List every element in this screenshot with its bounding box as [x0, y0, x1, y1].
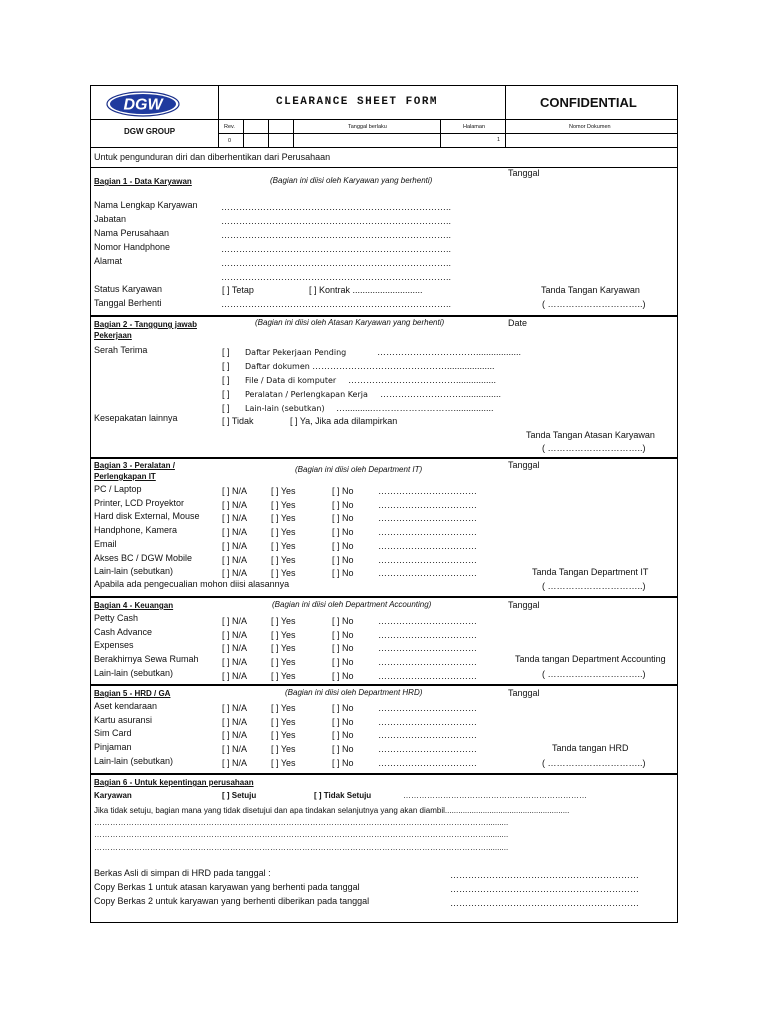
na-checkbox[interactable]: [ ] N/A: [222, 527, 248, 538]
yes-checkbox[interactable]: [ ] Yes: [271, 757, 296, 768]
checkbox: [ ]: [222, 389, 230, 399]
yes-checkbox[interactable]: [ ] Yes: [271, 629, 296, 640]
form-title: CLEARANCE SHEET FORM: [276, 96, 439, 108]
no-checkbox[interactable]: [ ] No: [332, 499, 354, 510]
item-notes-blank[interactable]: ……………………………: [378, 616, 477, 626]
field-blank[interactable]: …………………………………………………………………..: [221, 258, 452, 268]
question-text: Jika tidak setuju, bagian mana yang tidak disetujui dan apa tindakan selanjutnya yang akan diambil: [94, 806, 445, 815]
na-checkbox[interactable]: [ ] N/A: [222, 730, 248, 741]
item-label: Expenses: [94, 640, 134, 651]
na-checkbox[interactable]: [ ] N/A: [222, 643, 248, 654]
berkas-blank[interactable]: ………………………………………………………: [450, 898, 639, 908]
serah-terima-label: Serah Terima: [94, 345, 148, 355]
section-2-sign-label: Tanda Tangan Atasan Karyawan: [526, 430, 655, 440]
checkbox: [ ]: [222, 361, 230, 371]
section-5-title: Bagian 5 - HRD / GA: [94, 689, 171, 698]
section-3-title-2: Perlengkapan IT: [94, 472, 156, 481]
field-blank[interactable]: …………………………………………………………………..: [221, 216, 452, 226]
answer-line[interactable]: …………………………………………………………………………………………………………………………………..........: [94, 830, 509, 839]
item-notes-blank[interactable]: ……………………………: [378, 757, 477, 768]
handover-blank: ………………………………................: [348, 375, 497, 385]
na-checkbox[interactable]: [ ] N/A: [222, 540, 248, 551]
yes-checkbox[interactable]: [ ] Yes: [271, 499, 296, 510]
item-label: Petty Cash: [94, 613, 139, 623]
item-notes-blank[interactable]: ……………………………: [378, 568, 477, 579]
yes-checkbox[interactable]: [ ] Yes: [271, 643, 296, 654]
no-checkbox[interactable]: [ ] No: [332, 554, 354, 565]
yes-checkbox[interactable]: [ ] Yes: [271, 616, 296, 626]
no-checkbox[interactable]: [ ] No: [332, 513, 354, 524]
section-1-sign-label: Tanda Tangan Karyawan: [541, 285, 640, 295]
no-checkbox[interactable]: [ ] No: [332, 540, 354, 551]
item-notes-blank[interactable]: ……………………………: [378, 744, 477, 755]
tanggal-berlaku-label: Tanggal berlaku: [348, 124, 387, 130]
section-5-note: (Bagian ini diisi oleh Department HRD): [285, 688, 423, 697]
company-logo: [106, 91, 180, 117]
item-notes-blank[interactable]: ……………………………: [378, 629, 477, 640]
item-label: Sim Card: [94, 728, 132, 739]
yes-checkbox[interactable]: [ ] Yes: [271, 744, 296, 755]
tidak-checkbox[interactable]: [ ] Tidak: [222, 416, 254, 426]
berkas-label: Berkas Asli di simpan di HRD pada tanggal :: [94, 868, 271, 878]
confidential-label: CONFIDENTIAL: [540, 95, 637, 110]
section-4-date-label: Tanggal: [508, 600, 540, 610]
na-checkbox[interactable]: [ ] N/A: [222, 513, 248, 524]
halaman-label: Halaman: [463, 124, 486, 130]
header-divider: [293, 119, 294, 147]
na-checkbox[interactable]: [ ] N/A: [222, 757, 248, 768]
no-checkbox[interactable]: [ ] No: [332, 568, 354, 579]
no-checkbox[interactable]: [ ] No: [332, 670, 354, 681]
item-notes-blank[interactable]: ……………………………: [378, 486, 477, 496]
status-label: Status Karyawan: [94, 284, 163, 294]
item-label: Lain-lain (sebutkan): [94, 566, 174, 577]
no-checkbox[interactable]: [ ] No: [332, 703, 354, 713]
field-blank[interactable]: …………………………………………………………………..: [221, 272, 452, 282]
na-checkbox[interactable]: [ ] N/A: [222, 568, 248, 579]
yes-checkbox[interactable]: [ ] Yes: [271, 670, 296, 681]
no-checkbox[interactable]: [ ] No: [332, 744, 354, 755]
yes-checkbox[interactable]: [ ] Yes: [271, 540, 296, 551]
section-2-note: (Bagian ini diisi oleh Atasan Karyawan yang berhenti): [255, 318, 445, 327]
header-divider: [218, 119, 678, 120]
handover-blank: ……………………………..................: [377, 347, 522, 357]
header-divider: [243, 119, 244, 147]
item-notes-blank[interactable]: ……………………………: [378, 554, 477, 565]
field-blank[interactable]: …………………………………………………………………..: [221, 244, 452, 254]
handover-item[interactable]: [222, 389, 501, 400]
no-checkbox[interactable]: [ ] No: [332, 616, 354, 626]
section-6-title: Bagian 6 - Untuk kepentingan perusahaan: [94, 778, 254, 787]
na-checkbox[interactable]: [ ] N/A: [222, 657, 248, 668]
no-checkbox[interactable]: [ ] No: [332, 730, 354, 741]
section-1-date-label: Tanggal: [508, 168, 540, 178]
na-checkbox[interactable]: [ ] N/A: [222, 486, 248, 496]
handover-label: File / Data di komputer: [245, 376, 337, 385]
question-blank: ........................................................: [444, 806, 570, 815]
handover-item[interactable]: [222, 375, 496, 386]
yes-checkbox[interactable]: [ ] Yes: [271, 568, 296, 579]
status-kontrak-checkbox[interactable]: [ ] Kontrak ............................: [309, 285, 423, 295]
handover-item[interactable]: [222, 403, 494, 414]
section-3-signature[interactable]: ( …………………………..): [542, 581, 646, 591]
item-notes-blank[interactable]: ……………………………: [378, 499, 477, 510]
handover-item[interactable]: [222, 361, 495, 372]
handover-label: Daftar Pekerjaan Pending: [245, 348, 347, 357]
header-divider: [218, 133, 678, 134]
halaman-value[interactable]: 1: [497, 137, 501, 143]
yes-checkbox[interactable]: [ ] Yes: [271, 486, 296, 496]
rev-label: Rev.: [224, 124, 235, 130]
no-checkbox[interactable]: [ ] No: [332, 716, 354, 727]
section-5-date-label: Tanggal: [508, 688, 540, 698]
item-label: Berakhirnya Sewa Rumah: [94, 654, 199, 665]
item-notes-blank[interactable]: ……………………………: [378, 540, 477, 551]
setuju-checkbox[interactable]: [ ] Setuju: [222, 791, 257, 800]
handover-blank: ………………………………………...................: [312, 361, 495, 371]
na-checkbox[interactable]: [ ] N/A: [222, 629, 248, 640]
item-notes-blank[interactable]: ……………………………: [378, 703, 477, 713]
item-notes-blank[interactable]: ……………………………: [378, 670, 477, 681]
section-4-sign-label: Tanda tangan Department Accounting: [515, 654, 666, 664]
item-label: Lain-lain (sebutkan): [94, 667, 174, 678]
yes-checkbox[interactable]: [ ] Yes: [271, 703, 296, 713]
item-label: Pinjaman: [94, 742, 132, 753]
header-divider: [218, 85, 219, 147]
handover-blank: ………………………................: [380, 389, 502, 399]
field-blank[interactable]: …………………………………………………………………..: [221, 202, 452, 212]
ya-checkbox[interactable]: [ ] Ya, Jika ada dilampirkan: [290, 416, 398, 426]
berkas-label: Copy Berkas 1 untuk atasan karyawan yang berhenti pada tanggal: [94, 882, 360, 892]
section-4-title: Bagian 4 - Keuangan: [94, 601, 174, 610]
section-3-note: (Bagian ini diisi oleh Department IT): [295, 465, 423, 474]
na-checkbox[interactable]: [ ] N/A: [222, 616, 248, 626]
section-5-signature[interactable]: ( …………………………..): [542, 758, 646, 768]
section-1-signature[interactable]: ( …………………………..): [542, 299, 646, 309]
item-label: Kartu asuransi: [94, 714, 153, 725]
no-checkbox[interactable]: [ ] No: [332, 643, 354, 654]
no-checkbox[interactable]: [ ] No: [332, 657, 354, 668]
item-notes-blank[interactable]: ……………………………: [378, 527, 477, 538]
section-5-sign-label: Tanda tangan HRD: [552, 743, 629, 753]
section-3-sign-label: Tanda Tangan Department IT: [532, 567, 649, 577]
no-checkbox[interactable]: [ ] No: [332, 629, 354, 640]
tidak-setuju-checkbox[interactable]: [ ] Tidak Setuju: [314, 791, 372, 800]
yes-checkbox[interactable]: [ ] Yes: [271, 554, 296, 565]
handover-blank: …...........………………………................: [336, 403, 494, 413]
item-label: Email: [94, 538, 117, 549]
no-checkbox[interactable]: [ ] No: [332, 527, 354, 538]
no-checkbox[interactable]: [ ] No: [332, 757, 354, 768]
field-label: Nama Lengkap Karyawan: [94, 200, 198, 210]
item-label: Cash Advance: [94, 626, 153, 637]
question-line: [94, 805, 569, 816]
section-1-title: Bagian 1 - Data Karyawan: [94, 177, 192, 186]
section-3-date-label: Tanggal: [508, 460, 540, 470]
item-label: Akses BC / DGW Mobile: [94, 552, 193, 563]
item-label: Printer, LCD Proyektor: [94, 497, 185, 508]
item-label: Lain-lain (sebutkan): [94, 755, 174, 766]
item-label: Handphone, Kamera: [94, 525, 178, 536]
field-label: Nama Perusahaan: [94, 228, 170, 238]
field-blank[interactable]: …………………………………………………………………..: [221, 230, 452, 240]
item-notes-blank[interactable]: ……………………………: [378, 643, 477, 654]
exception-note: Apabila ada pengecualian mohon diisi alasannya: [94, 579, 290, 589]
setuju-blank[interactable]: ……………………………………………………………: [403, 791, 587, 800]
item-label: Hard disk External, Mouse: [94, 511, 200, 522]
item-notes-blank[interactable]: ……………………………: [378, 716, 477, 727]
handover-label: Lain-lain (sebutkan): [245, 404, 325, 413]
header-divider: [90, 119, 218, 120]
checkbox: [ ]: [222, 403, 230, 413]
header-divider: [268, 119, 269, 147]
section-4-note: (Bagian ini diisi oleh Department Accounting): [272, 600, 432, 609]
header-divider: [90, 147, 678, 148]
section-2-signature[interactable]: ( …………………………..): [542, 443, 646, 453]
nomor-dokumen-label: Nomor Dokumen: [569, 124, 611, 130]
section-2-date-label: Date: [508, 318, 528, 328]
status-tetap-checkbox[interactable]: [ ] Tetap: [222, 285, 254, 295]
handover-label: Peralatan / Perlengkapan Kerja: [245, 390, 368, 399]
yes-checkbox[interactable]: [ ] Yes: [271, 730, 296, 741]
answer-line[interactable]: …………………………………………………………………………………………………………………………………..........: [94, 818, 509, 827]
intro-text: Untuk pengunduran diri dan diberhentikan dari Perusahaan: [94, 152, 331, 162]
tanggal-berhenti-label: Tanggal Berhenti: [94, 298, 162, 308]
header-divider: [505, 85, 506, 119]
section-1-note: (Bagian ini diisi oleh Karyawan yang berhenti): [270, 176, 433, 185]
section-2-title: Bagian 2 - Tanggung jawab: [94, 320, 197, 329]
company-name: DGW GROUP: [124, 127, 176, 136]
field-label: Alamat: [94, 256, 123, 266]
header-divider: [505, 119, 506, 147]
header-divider: [440, 119, 441, 147]
item-notes-blank[interactable]: ……………………………: [378, 513, 477, 524]
item-notes-blank[interactable]: ……………………………: [378, 657, 477, 668]
kesepakatan-label: Kesepakatan lainnya: [94, 413, 178, 423]
checkbox: [ ]: [222, 347, 230, 357]
handover-label: Daftar dokumen: [245, 362, 310, 371]
section-2-title-2: Pekerjaan: [94, 331, 132, 340]
no-checkbox[interactable]: [ ] No: [332, 486, 354, 496]
na-checkbox[interactable]: [ ] N/A: [222, 703, 248, 713]
item-notes-blank[interactable]: ……………………………: [378, 730, 477, 741]
karyawan-label: Karyawan: [94, 791, 132, 800]
yes-checkbox[interactable]: [ ] Yes: [271, 527, 296, 538]
field-label: Nomor Handphone: [94, 242, 171, 252]
yes-checkbox[interactable]: [ ] Yes: [271, 513, 296, 524]
field-label: Jabatan: [94, 214, 127, 224]
na-checkbox[interactable]: [ ] N/A: [222, 716, 248, 727]
handover-item[interactable]: [222, 347, 521, 358]
na-checkbox[interactable]: [ ] N/A: [222, 670, 248, 681]
answer-line[interactable]: …………………………………………………………………………………………………………………………………..........: [94, 843, 509, 852]
na-checkbox[interactable]: [ ] N/A: [222, 554, 248, 565]
section-4-signature[interactable]: ( …………………………..): [542, 669, 646, 679]
item-label: Aset kendaraan: [94, 701, 158, 711]
item-label: PC / Laptop: [94, 484, 142, 494]
na-checkbox[interactable]: [ ] N/A: [222, 744, 248, 755]
checkbox: [ ]: [222, 375, 230, 385]
rev-value[interactable]: 0: [228, 138, 232, 144]
field-blank[interactable]: …………………………………………………………………..: [221, 299, 452, 309]
yes-checkbox[interactable]: [ ] Yes: [271, 716, 296, 727]
berkas-blank[interactable]: ………………………………………………………: [450, 884, 639, 894]
berkas-label: Copy Berkas 2 untuk karyawan yang berhenti diberikan pada tanggal: [94, 896, 370, 906]
logo-text: DGW: [123, 96, 163, 114]
berkas-blank[interactable]: ………………………………………………………: [450, 870, 639, 880]
yes-checkbox[interactable]: [ ] Yes: [271, 657, 296, 668]
section-3-title: Bagian 3 - Peralatan /: [94, 461, 175, 470]
na-checkbox[interactable]: [ ] N/A: [222, 499, 248, 510]
